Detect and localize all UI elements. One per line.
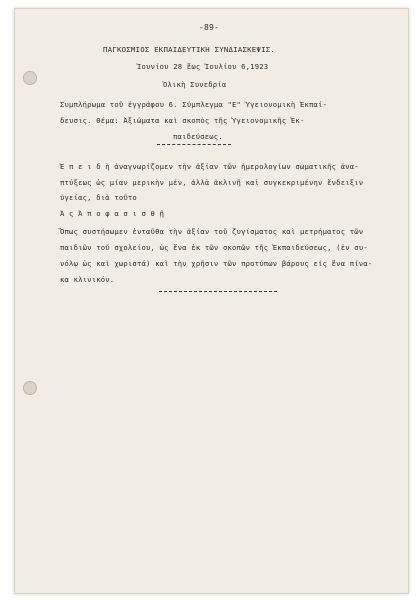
body-line: παιδιῶν τοῦ σχολείου, ὡς ἕνα ἐκ τῶν σκοπῶν τῆς Ἐκπαιδεύσεως, (ἐν συ- [60, 243, 368, 252]
body-line: ὑγείας, διὰ τοῦτο [60, 193, 137, 202]
body-line: Ὅπως συστήσωμεν ἐνταῦθα τὴν ἀξίαν τοῦ ζυγίσματος καὶ μετρήματος τῶν [60, 227, 364, 236]
body-line: νόλῳ ὡς καὶ χωριστά) καὶ τὴν χρῆσιν τῶν προτύπων βάρους εἰς ἕνα πίνα- [60, 259, 373, 268]
body-line: πτύξεως ὡς μίαν μερικὴν μέν, ἀλλὰ ἀκλινῆ καὶ συγκεκριμένην ἔνδειξιν [60, 178, 364, 187]
session-label: Ὁλικὴ Συνεδρία [163, 80, 227, 89]
summary-line: δευσις. Θέμα: Ἀξιώματα καὶ σκοπὸς τῆς Ὑγειονομικῆς Ἐκ- [60, 116, 305, 125]
body-line: Ἐ π ε ι δ ὴ ἀναγνωρίζομεν τὴν ἀξίαν τῶν ἡμερολογίων σωματικῆς ἀνα- [60, 162, 359, 171]
summary-line: παιδεύσεως. [173, 132, 223, 141]
document-dates: Ἰουνίου 28 ἕως Ἰουλίου 6,1923 [137, 62, 269, 71]
punch-hole [23, 381, 37, 395]
punch-hole [23, 71, 37, 85]
page-number: -89- [199, 23, 220, 32]
resolution-heading: Ἀ ς Ἀ π ο φ α σ ι σ θ ῇ [60, 209, 165, 218]
document-title: ΠΑΓΚΟΣΜΙΟΣ ΕΚΠΑΙΔΕΥΤΙΚΗ ΣΥΝΔΙΑΣΚΕΨΙΣ. [103, 45, 276, 54]
divider-rule [157, 144, 231, 145]
summary-line: Συμπλήρωμα τοῦ ἐγγράφου 6. Σύμπλεγμα "Ε" Ὑγειονομικὴ Ἐκπαί- [60, 100, 328, 109]
divider-rule [159, 291, 277, 292]
document-page [14, 8, 409, 594]
body-line: κα κλινικόν. [60, 275, 115, 284]
